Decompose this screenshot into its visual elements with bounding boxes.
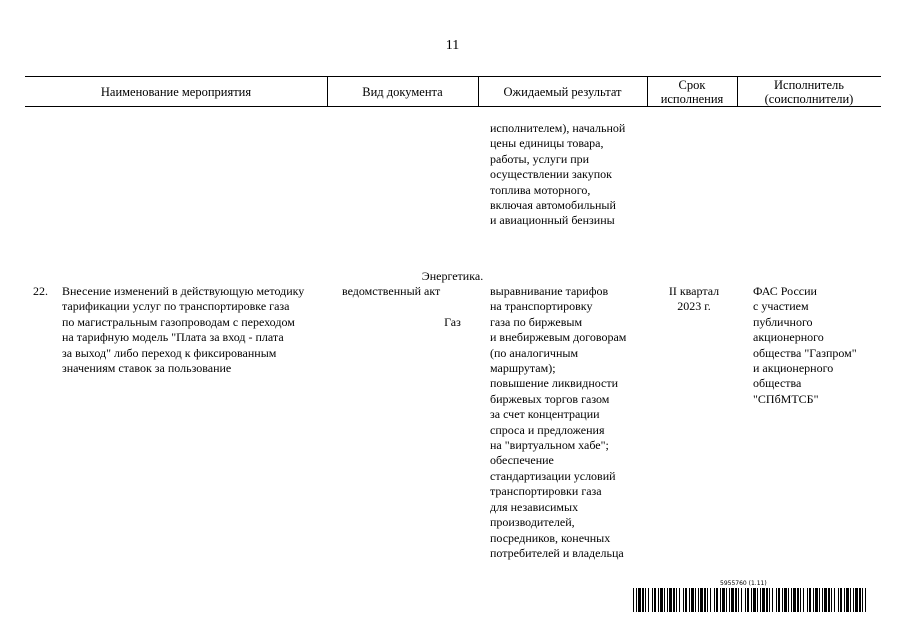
- header-executor: [737, 78, 881, 106]
- barcode-bar: [844, 588, 845, 612]
- barcode-bar: [838, 588, 839, 612]
- barcode-bar: [819, 588, 820, 612]
- continuation-result-text: исполнителем), начальной цены единицы товара, работы, услуги при осуществлении закупок топлива моторного, включая автомобильный и авиационный бензины: [490, 121, 626, 228]
- barcode-bar: [673, 588, 675, 612]
- barcode-bar: [714, 588, 715, 612]
- barcode-bar: [745, 588, 746, 612]
- barcode-bar: [809, 588, 811, 612]
- barcode-bar: [741, 588, 742, 612]
- header-executor-line2: (соисполнители): [764, 92, 854, 106]
- barcode-bar: [667, 588, 668, 612]
- barcode-bar: [720, 588, 721, 612]
- barcode-bar: [822, 588, 823, 612]
- barcode-bar: [731, 588, 734, 612]
- barcode-bar: [654, 588, 656, 612]
- barcode-bar: [679, 588, 680, 612]
- barcode-bar: [850, 588, 851, 612]
- header-result: Ожидаемый результат: [503, 85, 622, 99]
- barcode-bar: [846, 588, 849, 612]
- barcode-bar: [704, 588, 706, 612]
- section-title-line2: Газ: [444, 315, 461, 330]
- barcode-bar: [642, 588, 644, 612]
- barcode-label: 5955760 (1.11): [720, 580, 767, 587]
- barcode-bar: [707, 588, 708, 612]
- barcode-bar: [722, 588, 725, 612]
- barcode-bar: [691, 588, 694, 612]
- page-number: 11: [445, 38, 460, 53]
- row-doc-type: ведомственный акт: [342, 284, 441, 298]
- row-number: 22.: [33, 284, 48, 298]
- barcode-bar: [840, 588, 842, 612]
- barcode-bar: [710, 588, 711, 612]
- header-bottom-rule: [25, 106, 881, 107]
- barcode-bar: [685, 588, 687, 612]
- barcode-bar: [751, 588, 752, 612]
- barcode-bar: [716, 588, 718, 612]
- barcode-bar: [738, 588, 739, 612]
- barcode-bar: [831, 588, 832, 612]
- barcode-bar: [803, 588, 804, 612]
- barcode-bar: [769, 588, 770, 612]
- barcode-bar: [797, 588, 799, 612]
- barcode-bar: [658, 588, 659, 612]
- barcode-bar: [828, 588, 830, 612]
- header-deadline: [647, 78, 737, 106]
- barcode-bar: [698, 588, 699, 612]
- barcode-bar: [664, 588, 665, 612]
- header-doc-type: Вид документа: [362, 85, 443, 99]
- section-title-line1: Энергетика.: [421, 268, 484, 283]
- barcode-bar: [760, 588, 761, 612]
- barcode-bar: [735, 588, 737, 612]
- barcode-bar: [683, 588, 684, 612]
- barcode-bar: [813, 588, 814, 612]
- row-deadline: II квартал 2023 г.: [668, 284, 720, 314]
- barcode-bar: [865, 588, 866, 612]
- barcode-bar: [660, 588, 663, 612]
- barcode-bar: [676, 588, 677, 612]
- barcode-bar: [772, 588, 773, 612]
- barcode-bar: [689, 588, 690, 612]
- header-top-rule: [25, 76, 881, 77]
- barcode-bar: [747, 588, 749, 612]
- barcode-bar: [793, 588, 796, 612]
- header-deadline-line1: Срок: [678, 78, 706, 92]
- barcode-bar: [753, 588, 756, 612]
- barcode-bar: [788, 588, 789, 612]
- barcode-bar: [636, 588, 637, 612]
- barcode-bar: [695, 588, 696, 612]
- barcode-bar: [776, 588, 777, 612]
- row-result: выравнивание тарифов на транспортировку газа по биржевым и внебиржевым договорам (по аналогичным маршрутам); повышение ликвидности биржевых торгов газом за счет концентрации спроса и предложения на "виртуальном хабе"; обеспечение стандартизации условий транспортировки газа для независимых производителей, посредников, конечных потребителей и владельца: [490, 284, 627, 560]
- header-name: Наименование мероприятия: [100, 85, 252, 99]
- barcode-bar: [824, 588, 827, 612]
- barcode-bar: [669, 588, 672, 612]
- barcode-bar: [834, 588, 835, 612]
- barcode-bar: [859, 588, 861, 612]
- barcode-bar: [633, 588, 634, 612]
- header-executor-line1: Исполнитель: [774, 78, 844, 92]
- barcode-bar: [648, 588, 649, 612]
- barcode-bar: [807, 588, 808, 612]
- barcode-bar: [853, 588, 854, 612]
- barcode-bar: [766, 588, 768, 612]
- barcode: [633, 588, 868, 612]
- barcode-bar: [815, 588, 818, 612]
- header-deadline-line2: исполнения: [660, 92, 724, 106]
- barcode-bar: [645, 588, 646, 612]
- row-executor: ФАС России с участием публичного акционерного общества "Газпром" и акционерного общества "СПбМТСБ": [753, 284, 857, 406]
- barcode-bar: [862, 588, 863, 612]
- barcode-bar: [652, 588, 653, 612]
- barcode-bar: [800, 588, 801, 612]
- barcode-bar: [791, 588, 792, 612]
- barcode-bar: [762, 588, 765, 612]
- barcode-bar: [784, 588, 787, 612]
- barcode-bar: [638, 588, 641, 612]
- barcode-bar: [757, 588, 758, 612]
- barcode-bar: [855, 588, 858, 612]
- barcode-bar: [726, 588, 727, 612]
- row-name: Внесение изменений в действующую методику тарификации услуг по транспортировке газа по магистральным газопроводам с переходом на тарифную модель "Плата за вход - плата за выход" либо переход к фиксированным значениям ставок за пользование: [62, 284, 305, 376]
- barcode-bar: [729, 588, 730, 612]
- barcode-bar: [782, 588, 783, 612]
- barcode-bar: [700, 588, 703, 612]
- barcode-bar: [778, 588, 780, 612]
